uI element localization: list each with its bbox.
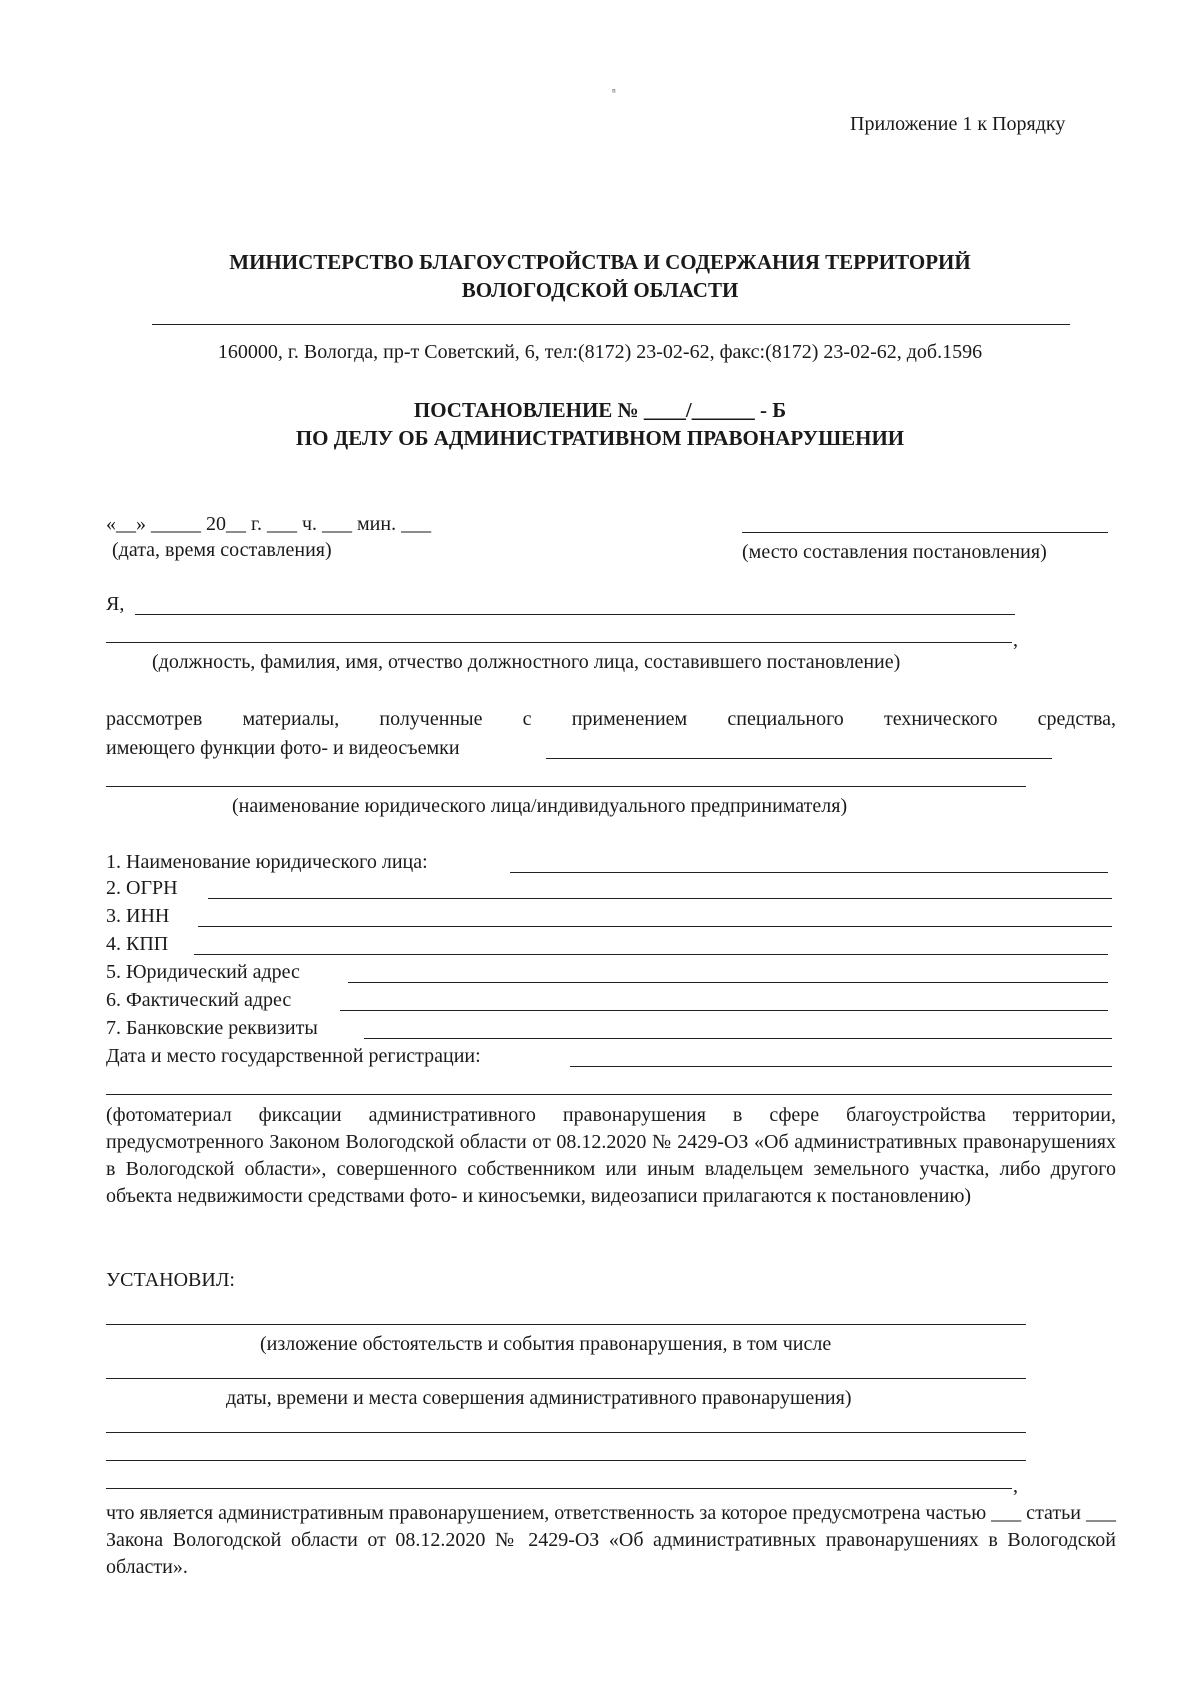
field-registration-input-line2[interactable]	[106, 1094, 1112, 1095]
field-bank-details-label: 7. Банковские реквизиты	[106, 1017, 318, 1039]
established-field-line3[interactable]	[106, 1432, 1026, 1433]
review-field-line2[interactable]	[106, 786, 1026, 787]
review-field-line1[interactable]	[546, 758, 1052, 759]
field-actual-address-input[interactable]	[340, 1010, 1108, 1011]
established-heading: УСТАНОВИЛ:	[106, 1269, 235, 1291]
conclusion-text: что является административным правонарушением, ответственность за которое предусмотрена частью ___ статьи ___ Закона Вологодской области от 08.12.2020 № 2429-ОЗ «Об административных правонарушениях в Вологодской области».	[106, 1502, 1116, 1578]
review-text-line1: рассмотрев материалы, полученные с применением специального технического средства,	[106, 708, 1116, 730]
field-registration-input[interactable]	[570, 1066, 1112, 1067]
field-actual-address-label: 6. Фактический адрес	[106, 989, 292, 1011]
official-caption: (должность, фамилия, имя, отчество должностного лица, составившего постановление)	[152, 651, 901, 673]
appendix-label: Приложение 1 к Порядку	[850, 113, 1066, 135]
ministry-address: 160000, г. Вологда, пр-т Советский, 6, тел:(8172) 23-02-62, факс:(8172) 23-02-62, доб.1596	[217, 341, 983, 363]
field-inn-input[interactable]	[198, 926, 1112, 927]
established-field-line4[interactable]	[106, 1460, 1026, 1461]
field-kpp-input[interactable]	[194, 954, 1108, 955]
official-label: Я,	[106, 593, 125, 615]
established-caption2: даты, времени и места совершения административного правонарушения)	[226, 1387, 852, 1409]
field-legal-name-input[interactable]	[510, 872, 1108, 873]
field-legal-address-label: 5. Юридический адрес	[106, 961, 300, 983]
field-bank-details-input[interactable]	[364, 1038, 1112, 1039]
review-text-line2: имеющего функции фото- и видеосъемки	[106, 737, 460, 759]
resolution-subtitle: ПО ДЕЛУ ОБ АДМИНИСТРАТИВНОМ ПРАВОНАРУШЕНИИ	[295, 426, 905, 450]
established-comma: ,	[1013, 1475, 1018, 1497]
header-divider	[152, 324, 1070, 325]
established-field-line5[interactable]	[106, 1488, 1012, 1489]
field-ogrn-input[interactable]	[208, 898, 1112, 899]
established-field-line2[interactable]	[106, 1378, 1026, 1379]
field-legal-address-input[interactable]	[348, 982, 1108, 983]
field-kpp-label: 4. КПП	[106, 933, 169, 955]
established-field-line1[interactable]	[106, 1324, 1026, 1325]
ministry-title-line1: МИНИСТЕРСТВО БЛАГОУСТРОЙСТВА И СОДЕРЖАНИЯ ТЕРРИТОРИЙ	[229, 250, 971, 274]
date-time-field[interactable]: «__» _____ 20__ г. ___ ч. ___ мин. ___	[106, 513, 432, 535]
photo-material-note: (фотоматериал фиксации административного правонарушения в сфере благоустройства территории, предусмотренного Законом Вологодской области от 08.12.2020 № 2429-ОЗ «Об административных правонарушениях в Вологодской области», совершенного собственником или иным владельцем земельного участка, либо другого объекта недвижимости средствами фото- и киносъемки, видеозаписи прилагаются к постановлению)	[106, 1104, 1116, 1207]
place-field[interactable]	[742, 532, 1108, 533]
established-caption1: (изложение обстоятельств и события правонарушения, в том числе	[260, 1333, 832, 1355]
date-time-caption: (дата, время составления)	[112, 539, 332, 561]
official-comma: ,	[1013, 629, 1018, 651]
official-field-line1[interactable]	[135, 614, 1015, 615]
field-inn-label: 3. ИНН	[106, 905, 170, 927]
review-caption: (наименование юридического лица/индивидуального предпринимателя)	[232, 795, 848, 817]
field-registration-label: Дата и место государственной регистрации:	[106, 1045, 481, 1067]
field-ogrn-label: 2. ОГРН	[106, 877, 178, 899]
ministry-title-line2: ВОЛОГОДСКОЙ ОБЛАСТИ	[461, 278, 739, 302]
place-caption: (место составления постановления)	[742, 541, 1047, 563]
page-mark: ⁿ	[612, 85, 616, 99]
resolution-title: ПОСТАНОВЛЕНИЕ № ____/______ - Б	[413, 398, 787, 422]
official-field-line2[interactable]	[106, 642, 1012, 643]
field-legal-name-label: 1. Наименование юридического лица:	[106, 851, 428, 873]
